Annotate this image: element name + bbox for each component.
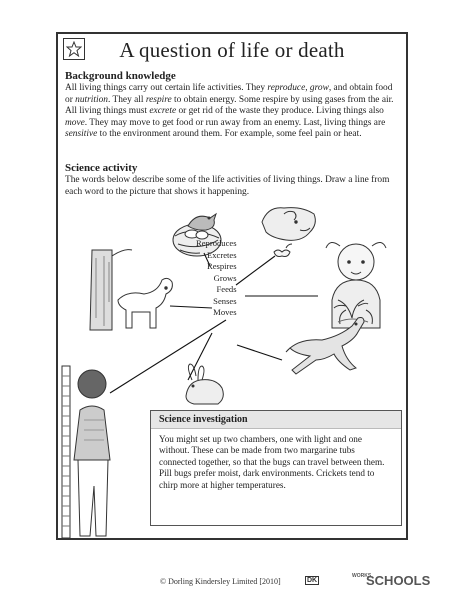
activity-text: The words below describe some of the life activities of living things. Draw a line from each word to the picture that shows it happening. [65,175,390,197]
brand-logo: SCHOOLS [366,573,431,588]
investigation-heading: Science investigation [151,411,401,429]
activity-heading: Science activity [65,162,138,174]
page-title: A question of life or death [119,38,345,62]
dk-logo: DK [307,577,318,584]
background-text: All living things carry out certain life activities. They reproduce, grow, and obtain food or nutrition. They all respire to obtain energy. Some respire by using gases from the air. All living things must excrete or get rid of the waste they produce. Living things also move. They may move to get food or run away from an enemy. Last, living things are sensitive to the environment around them. For example, some feel pain or heat. [65,83,394,140]
word-feeds: Feeds [216,284,237,294]
boy-icon [62,366,110,538]
background-heading: Background knowledge [65,70,176,82]
word-excretes: Excretes [206,249,237,260]
tree-dog-icon [90,250,172,330]
investigation-text: You might set up two chambers, one with light and one without. These can be made from two margarine tubs connected together, so that the bugs can travel between them. Pill bugs prefer moist, dark environments. Crickets tend to chirp more at higher temperatures. [159,434,385,490]
word-moves: Moves [213,307,237,317]
copyright-text: © Dorling Kindersley Limited [2010] [160,577,281,586]
rabbit-icon [186,364,223,404]
investigation-box [150,410,402,526]
activity-word-list [196,238,237,319]
word-grows: Grows [213,272,237,283]
girl-icon [326,242,386,328]
word-respires: Respires [206,261,237,271]
word-reproduces: Reproduces [196,238,237,248]
word-senses: Senses [213,295,237,306]
sheep-icon [262,208,315,257]
brand-prefix: WORKS [352,573,372,579]
